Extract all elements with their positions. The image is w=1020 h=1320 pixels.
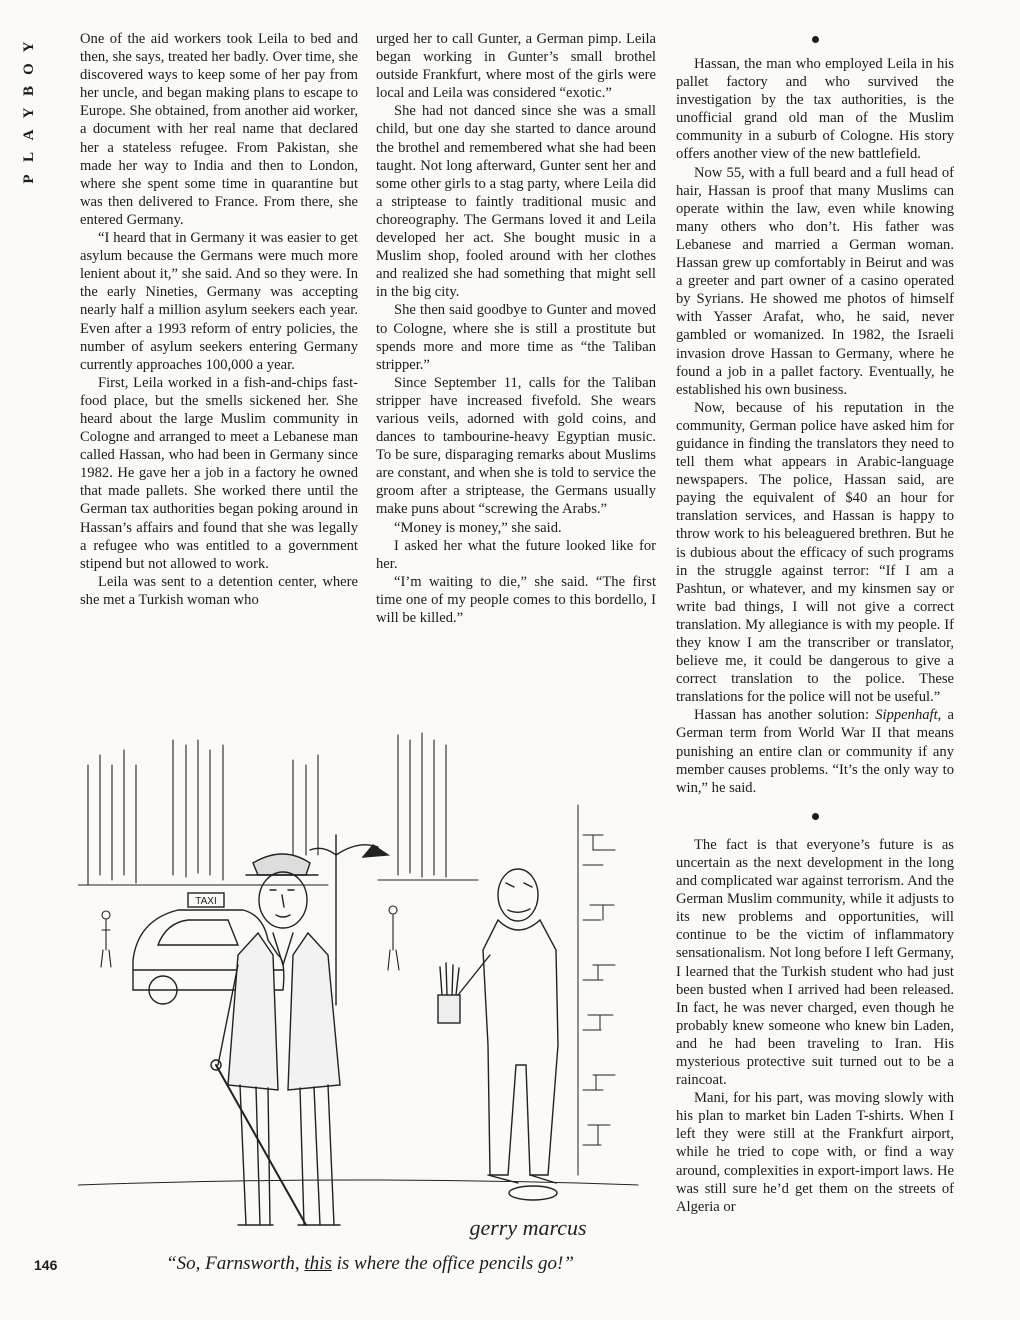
paragraph: Since September 11, calls for the Taliban stripper have increased fivefold. She wears various veils, adorned with gold coins, and dances to tambourine-heavy Egyptian music. To be sure, disparaging remarks about Muslims are constant, and when she is told to service the groom after a striptease, the Germans usually make puns about “screwing the Arabs.” xyxy=(376,374,656,518)
sidebar-letter: Y xyxy=(21,41,37,53)
paragraph: Leila was sent to a detention center, where she met a Turkish woman who xyxy=(80,573,358,608)
paragraph: “I heard that in Germany it was easier to get asylum because the Germans were much more lenient about it,” she said. And so they were. In the early Nineties, Germany was accepting nearly half a million asylum seekers each year. Even after a 1993 reform of entry policies, the number of asylum seekers entering Germany currently approaches 100,000 a year. xyxy=(80,230,358,373)
caption-text: is where the office pencils go!” xyxy=(331,1253,574,1274)
sidebar-letter: B xyxy=(21,86,37,97)
beggar-figure xyxy=(438,869,558,1200)
sidebar-letter: O xyxy=(21,63,37,75)
cartoon-illustration xyxy=(78,705,648,1260)
page-number: 146 xyxy=(34,1257,58,1273)
text-run: Hassan has another solution: xyxy=(694,707,876,724)
paragraph: I asked her what the future looked like for her. xyxy=(376,537,656,572)
cartoonist-signature: gerry marcus xyxy=(469,1215,587,1240)
paragraph: “I’m waiting to die,” she said. “The first time one of my people comes to this bordello, I will be killed.” xyxy=(376,573,656,626)
sidebar-letter: Y xyxy=(21,107,37,119)
magazine-name-vertical xyxy=(22,36,44,190)
paragraph: She had not danced since she was a small child, but one day she started to dance around the brothel and remembered what she had been taught. Not long afterward, Gunter sent her and some other girls to a stag party, where Leila did a striptease to faintly traditional music and choreography. The Germans loved it and Leila developed her act. She bought music in a Muslim shop, fooled around with her clothes and realized she had something that might sell in the big city. xyxy=(376,103,656,301)
paragraph: Now, because of his reputation in the community, German police have asked him for guidance in finding the translators they need to tell them what appears in Arabic-language newspapers. The police, Hassan said, are paying the equivalent of $40 an hour for translation services, and Hassan is happy to throw work to his beleaguered brethren. But he is dubious about the efficacy of such programs in the struggle against terror: “If I am a Pashtun, or whatever, and my kinsmen say or write bad things, I will not give a correct translation. My allegiance is with my people. If they know I am the transcriber or translator, believe me, it could be dangerous to give a correct translation to the police. These translations for the police will not be useful.” xyxy=(676,399,954,706)
paragraph: Mani, for his part, was moving slowly with his plan to market bin Laden T-shirts. When I left they were still at the Frankfurt airport, while he tried to cope with, or find a way around, complexities in export-import laws. He was still sure he’d get them on the streets of Algeria or xyxy=(676,1090,954,1215)
text-run: , a German term from World War II that means punishing an entire clan or community if any member causes problems. “It’s the only way to win,” he said. xyxy=(676,707,954,796)
paragraph: She then said goodbye to Gunter and moved to Cologne, where she is still a prostitute but spends more and more time as “the Taliban stripper.” xyxy=(376,302,656,373)
sidebar-letter: P xyxy=(21,174,37,184)
ground-line xyxy=(78,1180,638,1185)
paragraph: Hassan, the man who employed Leila in his pallet factory and who survived the investigation by the tax authorities, is the unofficial grand old man of the Muslim community in a suburb of Cologne. His story offers another view of the new battlefield. xyxy=(676,56,954,163)
section-break-dot xyxy=(812,36,819,43)
article-column-2 xyxy=(376,30,656,627)
paragraph: urged her to call Gunter, a German pimp. Leila began working in Gunter’s small brothel outside Frankfurt, where most of the girls were local and Leila was considered “exotic.” xyxy=(376,31,656,102)
paragraph: First, Leila worked in a fish-and-chips fast-food place, but the smells sickened her. She heard about the large Muslim community in Cologne and arranged to meet a Lebanese man called Hassan, who had been in Germany since 1982. He gave her a job in a factory he owned that made pallets. She worked there until the German tax authorities began poking around in Hassan’s affairs and found that she was legally a refugee who was entitled to a government stipend but not allowed to work. xyxy=(80,374,358,572)
article-column-3 xyxy=(676,55,954,1216)
brick-wall xyxy=(578,805,615,1175)
paragraph: The fact is that everyone’s future is as uncertain as the next development in the long and complicated war against terrorism. And the German Muslim community, while it adjusts to its new problems and opportunities, will continue to be the victim of inflammatory sensationalism. Not long before I left Germany, I learned that the Turkish student who had just been busted when I arrived had been released. In fact, he was never charged, even though he probably knew someone who knew bin Laden, and he had been traveling to Iran. His mysterious protective suit turned out to be a raincoat. xyxy=(676,836,954,1089)
paragraph: Now 55, with a full beard and a full head of hair, Hassan is proof that many Muslims can operate within the law, even while knowing many others who don’t. His father was Lebanese and married a German woman. Hassan grew up comfortably in Beirut and was a greeter and part owner of a casino operated by Syrians. He showed me photos of himself with Yasser Arafat, who, he said, never gambled or womanized. In 1982, the Israeli invasion drove Hassan to Germany, where he found a job in a pallet factory. Eventually, he established his own business. xyxy=(676,164,954,398)
section-break-dot xyxy=(812,813,819,820)
sidebar-letter: L xyxy=(21,152,37,163)
sidebar-letter: A xyxy=(21,129,37,141)
caption-text: “So, Farnsworth, xyxy=(166,1253,305,1274)
taxi-sign: TAXI xyxy=(195,896,217,907)
caption-emphasis: this xyxy=(304,1253,332,1274)
article-column-1 xyxy=(80,30,358,609)
paragraph-sippenhaft xyxy=(676,706,954,796)
paragraph: One of the aid workers took Leila to bed and then, she says, treated her badly. Over time, she discovered ways to keep some of her pay from her uncle, and began making plans to escape to Europe. She obtained, from another aid worker, a document with her real name that declared her a stateless refugee. From Pakistan, she made her way to India and then to London, where she spent some time in quarantine but was then delivered to France. From there, she entered Germany. xyxy=(80,31,358,228)
cartoon-caption xyxy=(80,1253,660,1275)
italic-term: Sippenhaft xyxy=(875,707,938,724)
paragraph: “Money is money,” she said. xyxy=(394,519,562,536)
